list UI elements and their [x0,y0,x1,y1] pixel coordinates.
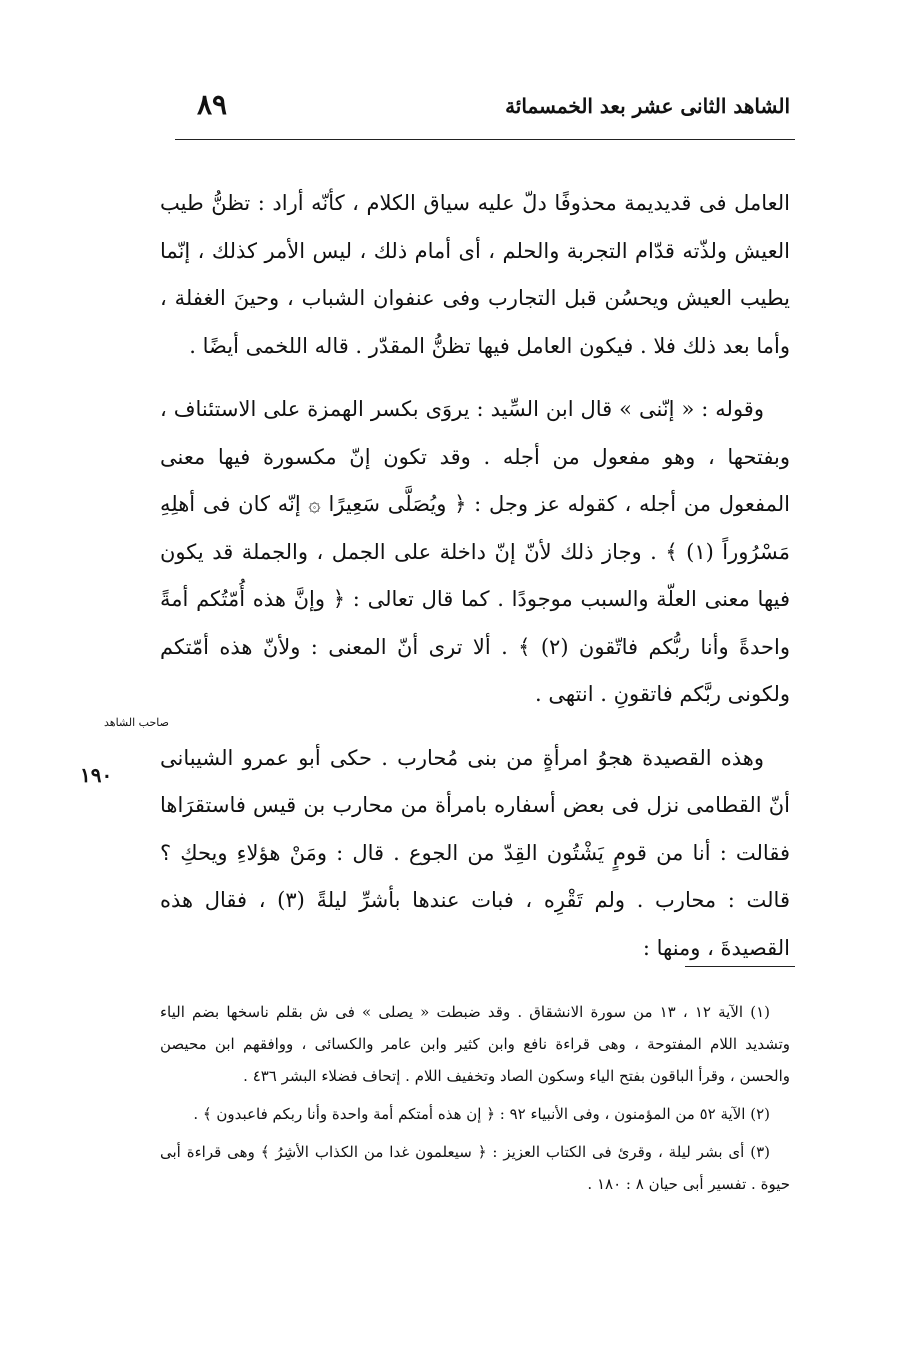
page-number: ٨٩ [197,88,228,121]
paragraph-2: وقوله : « إنّنى » قال ابن السِّيد : يروَى بكسر الهمزة على الاستئناف ، وبفتحها ، وهو مفعول من أجله . وقد تكون إنّ مكسورة فيها معنى المفعول من أجله ، كقوله عز وجل : ﴿ ويُصَلَّى سَعِيرًا ۞ إنّه كان فى أهلِهِ مَسْرُوراً (١) ﴾ . وجاز ذلك لأنّ إنّ داخلة على الجمل ، والجملة قد يكون فيها معنى العلّة والسبب موجودًا . كما قال تعالى : ﴿ وإنَّ هذه أُمّتُكم أمةً واحدةً وأنا ربُّكم فاتّقون (٢) ﴾ . ألا ترى أنّ المعنى : ولأنّ هذه أمّتكم ولكونى ربَّكم فاتقونِ . انتهى . [160,397,790,706]
footnote-3: (٣) أى بشر ليلة ، وقرئ فى الكتاب العزيز : ﴿ سيعلمون غدا من الكذاب الأشِرُ ﴾ وهى قراءة أبى حيوة . تفسير أبى حيان ٨ : ١٨٠ . [160,1143,790,1193]
footnote-1: (١) الآية ١٢ ، ١٣ من سورة الانشقاق . وقد ضبطت « يصلى » فى ش بقلم ناسخها بضم الياء وتشديد اللام المفتوحة ، وهى قراءة نافع وابن كثير وابن عامر والكسائى ، ووافقهم ابن محيصن والحسن ، وقرأ الباقون بفتح الياء وسكون الصاد وتخفيف اللام . إتحاف فضلاء البشر ٤٣٦ . [160,1003,790,1085]
header-rule [175,139,795,140]
main-text [160,180,790,988]
footnote-rule [685,966,795,967]
paragraph-3: وهذه القصيدة هجوُ امرأةٍ من بنى مُحارب . حكى أبو عمرو الشيبانى أنّ القطامى نزل فى بعض أسفاره بامرأة من محارب بن قيس فاستقرَاها فقالت : أنا من قومٍ يَشْتُون القِدّ من الجوع . قال : ومَنْ هؤلاءِ ويحكِ ؟ قالت : محارب . ولم تَقْرِه ، فبات عندها بأشرِّ ليلةً (٣) ، فقال هذه القصيدةَ ، ومنها : [160,745,790,960]
footnote-2: (٢) الآية ٥٢ من المؤمنون ، وفى الأنبياء ٩٢ : ﴿ إن هذه أمتكم أمة واحدة وأنا ربكم فاعبدون ﴾ . [193,1105,770,1123]
footnotes [160,996,790,1206]
paragraph-1: العامل فى قديديمة محذوفًا دلّ عليه سياق الكلام ، كأنّه أراد : تظنُّ طيب العيش ولذّته قدّام التجربة والحلم ، أى أمام ذلك ، ليس الأمر كذلك ، إنّما يطيب العيش ويحسُن قبل التجارب وفى عنفوان الشباب ، وحينَ الغفلة ، وأما بعد ذلك فلا . فيكون العامل فيها تظنُّ المقدّر . قاله اللخمى أيضًا . [160,191,790,358]
running-title: الشاهد الثانى عشر بعد الخمسمائة [505,94,790,118]
margin-note: صاحب الشاهد [104,716,169,729]
running-head [175,88,790,128]
margin-number: ١٩٠ [80,763,113,787]
